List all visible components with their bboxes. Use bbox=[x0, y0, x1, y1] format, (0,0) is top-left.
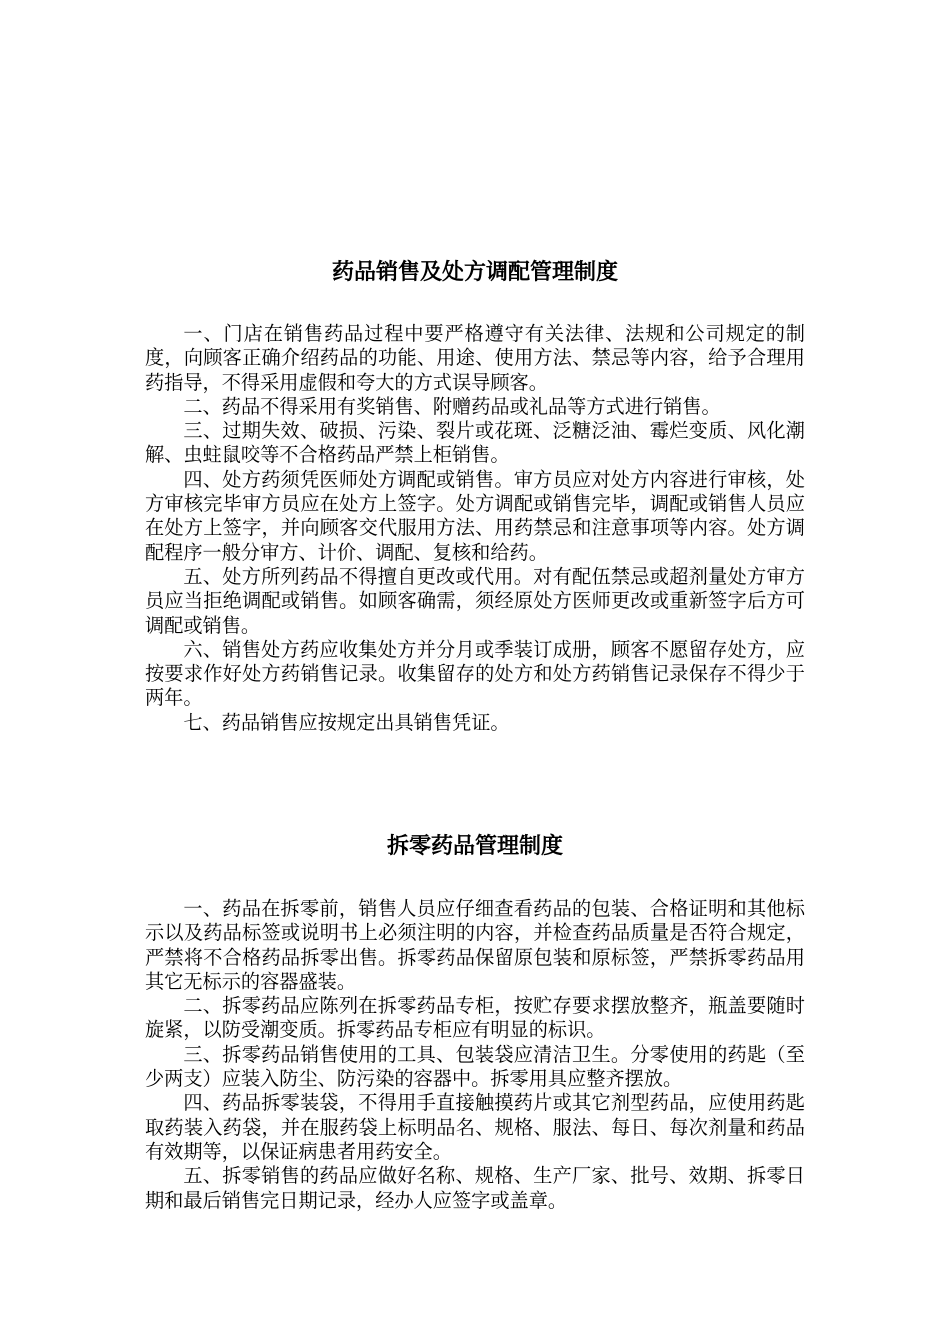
paragraph: 四、药品拆零装袋，不得用手直接触摸药片或其它剂型药品，应使用药匙取药装入药袋，并在服药袋上标明品名、规格、服法、每日、每次剂量和药品有效期等，以保证病患者用药安全。 bbox=[145, 1091, 805, 1163]
paragraph: 七、药品销售应按规定出具销售凭证。 bbox=[183, 710, 510, 734]
section-body-drug-sales bbox=[145, 322, 805, 735]
paragraph: 五、处方所列药品不得擅自更改或代用。对有配伍禁忌或超剂量处方审方员应当拒绝调配或销售。如顾客确需，须经原处方医师更改或重新签字后方可调配或销售。 bbox=[145, 564, 805, 637]
paragraph: 二、拆零药品应陈列在拆零药品专柜，按贮存要求摆放整齐，瓶盖要随时旋紧，以防受潮变质。拆零药品专柜应有明显的标识。 bbox=[145, 994, 805, 1042]
paragraph: 三、拆零药品销售使用的工具、包装袋应清洁卫生。分零使用的药匙（至少两支）应装入防尘、防污染的容器中。拆零用具应整齐摆放。 bbox=[145, 1042, 805, 1091]
paragraph: 一、药品在拆零前，销售人员应仔细查看药品的包装、合格证明和其他标示以及药品标签或说明书上必须注明的内容，并检查药品质量是否符合规定，严禁将不合格药品拆零出售。拆零药品保留原包装和原标签，严禁拆零药品用其它无标示的容器盛装。 bbox=[145, 897, 805, 993]
paragraph: 五、拆零销售的药品应做好名称、规格、生产厂家、批号、效期、拆零日期和最后销售完日期记录，经办人应签字或盖章。 bbox=[145, 1164, 805, 1212]
section-title-split-drugs: 拆零药品管理制度 bbox=[386, 834, 563, 859]
paragraph: 一、门店在销售药品过程中要严格遵守有关法律、法规和公司规定的制度，向顾客正确介绍药品的功能、用途、使用方法、禁忌等内容，给予合理用药指导，不得采用虚假和夸大的方式误导顾客。 bbox=[145, 322, 805, 394]
section-title-drug-sales: 药品销售及处方调配管理制度 bbox=[331, 260, 618, 285]
section-body-split-drugs bbox=[145, 897, 805, 1213]
paragraph: 二、药品不得采用有奖销售、附赠药品或礼品等方式进行销售。 bbox=[183, 394, 721, 418]
paragraph: 六、销售处方药应收集处方并分月或季装订成册，顾客不愿留存处方，应按要求作好处方药销售记录。收集留存的处方和处方药销售记录保存不得少于两年。 bbox=[145, 637, 805, 710]
paragraph: 四、处方药须凭医师处方调配或销售。审方员应对处方内容进行审核，处方审核完毕审方员应在处方上签字。处方调配或销售完毕，调配或销售人员应在处方上签字，并向顾客交代服用方法、用药禁忌和注意事项等内容。处方调配程序一般分审方、计价、调配、复核和给药。 bbox=[145, 467, 805, 564]
paragraph: 三、过期失效、破损、污染、裂片或花斑、泛糖泛油、霉烂变质、风化潮解、虫蛀鼠咬等不合格药品严禁上柜销售。 bbox=[145, 419, 805, 467]
